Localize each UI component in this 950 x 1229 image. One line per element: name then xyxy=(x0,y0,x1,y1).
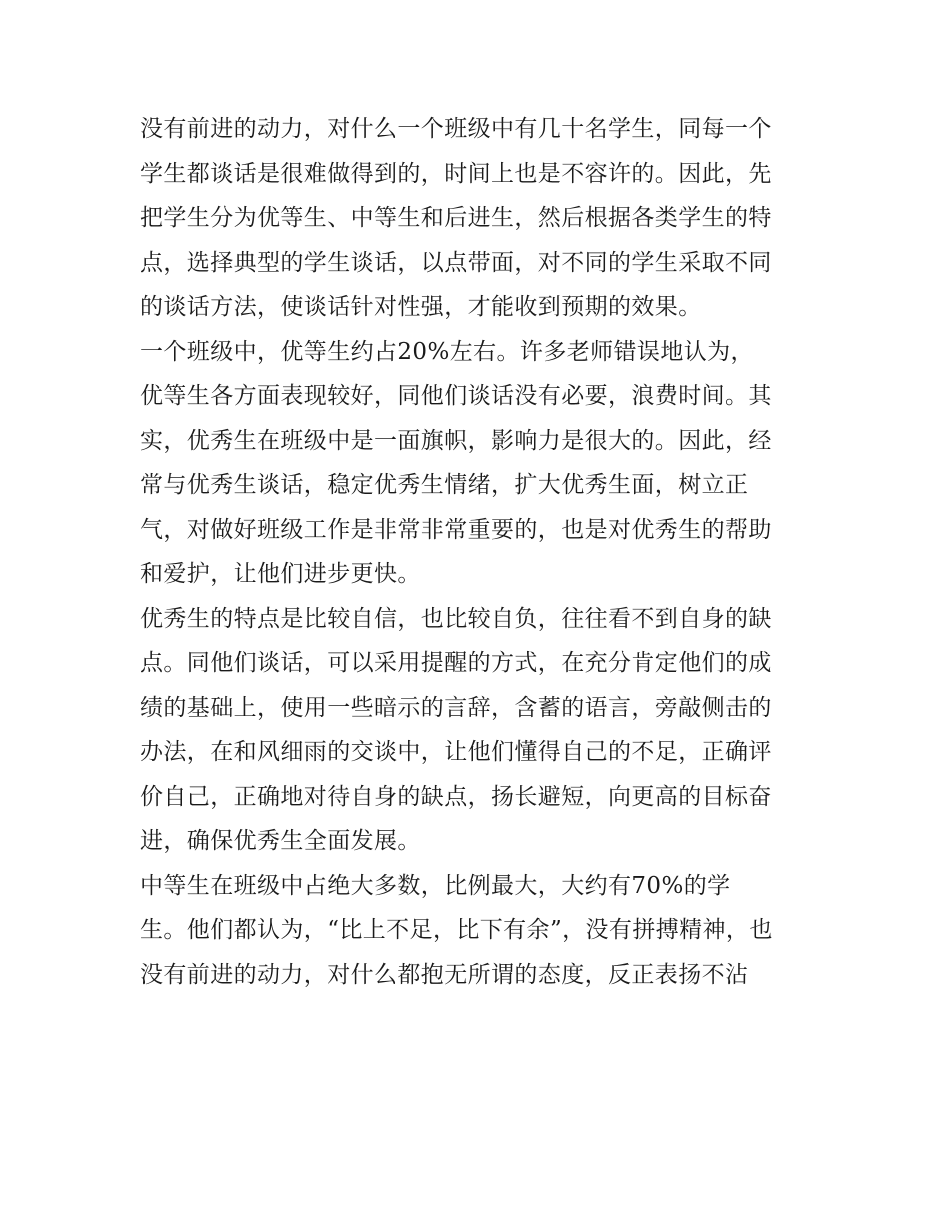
text-line: 点。同他们谈话，可以采用提醒的方式，在充分肯定他们的成 xyxy=(140,650,772,676)
text-line: 点，选择典型的学生谈话，以点带面，对不同的学生采取不同 xyxy=(140,249,772,276)
text-line: 中等生在班级中占绝大多数，比例最大，大约有70%的学 xyxy=(140,872,731,899)
text-line: 学生都谈话是很难做得到的，时间上也是不容许的。因此，先 xyxy=(140,160,772,187)
text-line: 生。他们都认为，“比上不足，比下有余”，没有拼搏精神，也 xyxy=(140,917,773,943)
body-text xyxy=(140,107,830,997)
text-line: 绩的基础上，使用一些暗示的言辞，含蓄的语言，旁敲侧击的 xyxy=(140,694,772,721)
text-line: 办法，在和风细雨的交谈中，让他们懂得自己的不足，正确评 xyxy=(140,739,772,765)
text-line: 气，对做好班级工作是非常非常重要的，也是对优秀生的帮助 xyxy=(140,516,772,543)
text-line: 和爱护，让他们进步更快。 xyxy=(140,561,421,587)
text-line: 优等生各方面表现较好，同他们谈话没有必要，浪费时间。其 xyxy=(140,383,772,409)
text-line: 价自己，正确地对待自身的缺点，扬长避短，向更高的目标奋 xyxy=(140,783,772,810)
text-line: 的谈话方法，使谈话针对性强，才能收到预期的效果。 xyxy=(140,294,702,320)
text-line: 没有前进的动力，对什么都抱无所谓的态度，反正表扬不沾 xyxy=(140,961,749,988)
text-line: 实，优秀生在班级中是一面旗帜，影响力是很大的。因此，经 xyxy=(140,427,772,454)
text-line: 进，确保优秀生全面发展。 xyxy=(140,828,421,854)
text-line: 把学生分为优等生、中等生和后进生，然后根据各类学生的特 xyxy=(140,205,772,231)
text-line: 没有前进的动力，对什么一个班级中有几十名学生，同每一个 xyxy=(140,116,772,142)
text-line: 优秀生的特点是比较自信，也比较自负，往往看不到自身的缺 xyxy=(140,605,772,632)
text-line: 一个班级中，优等生约占20%左右。许多老师错误地认为， xyxy=(140,338,754,365)
text-line: 常与优秀生谈话，稳定优秀生情绪，扩大优秀生面，树立正 xyxy=(140,472,749,498)
